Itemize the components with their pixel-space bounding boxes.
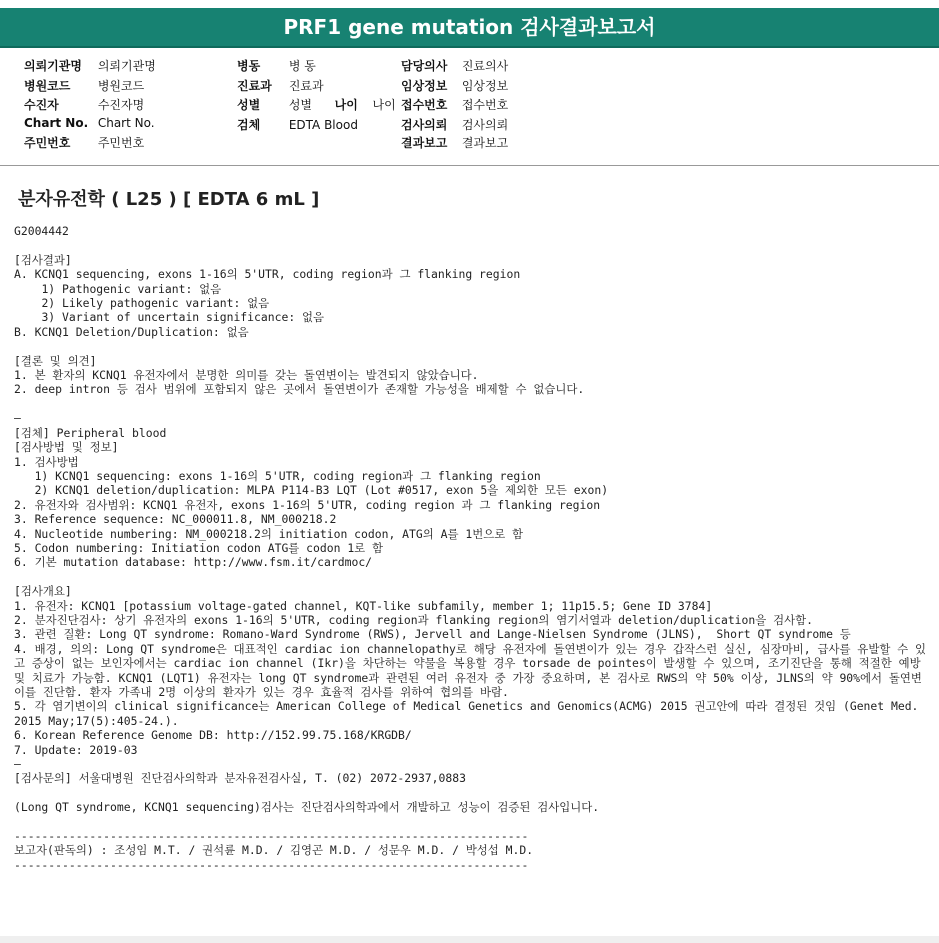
report-body-text: G2004442 [검사결과] A. KCNQ1 sequencing, exons 1-16의 5'UTR, coding region과 그 flanking region 1) Pathogenic variant: 없음 2) Likely pathogenic variant: 없음 3) Variant of uncertain significance: 없음 B. KCNQ1 Deletion/Duplication: 없음 [결론 및 의견] 1. 본 환자의 KCNQ1 유전자에서 분명한 의미를 갖는 돌연변이는 발견되지 않았습니다. 2. deep intron 등 검사 범위에 포함되지 않은 곳에서 돌연변이가 존재할 가능성을 배제할 수 없습니다. — [검체] Peripheral blood [검사방법 및 정보] 1. 검사방법 1) KCNQ1 sequencing: exons 1-16의 5'UTR, coding region과 그 flanking region 2) KCNQ1 deletion/duplication: MLPA P114-B3 LQT (Lot #0517, exon 5을 제외한 모든 exon) 2. 유전자와 검사범위: KCNQ1 유전자, exons 1-16의 5'UTR, coding region 과 그 flanking region 3. Reference sequence: NC_000011.8, NM_000218.2 4. Nucleotide numbering: NM_000218.2의 initiation codon, ATG의 A를 1번으로 함 5. Codon numbering: Initiation codon ATG를 codon 1로 함 6. 기본 mutation database: http://www.fsm.it/cardmoc/ [검사개요] 1. 유전자: KCNQ1 [potassium voltage-gated channel, KQT-like subfamily, member 1; 11p15.5; Gene ID 3784] 2. 분자진단검사: 상기 유전자의 exons 1-16의 5'UTR, coding region과 flanking region의 염기서열과 deletion/duplication을 검사함. 3. 관련 질환: Long QT syndrome: Romano-Ward Syndrome (RWS), Jervell and Lange-Nielsen Syndrome (JLNS), Short QT syndrome 등 4. 배경, 의의: Long QT syndrome은 대표적인 cardiac ion channelopathy로 해당 유전자에 돌연변이가 있는 경우 갑작스런 실신, 심장마비, 급사를 유발할 수 있고 증상이 없는 보인자에서는 cardiac ion channel (Ikr)을 차단하는 약물을 복용할 경우 torsade de pointes이 발생할 수 있으며, 조기진단을 통해 적절한 예방 및 치료가 가능함. KCNQ1 (LQT1) 유전자는 long QT syndrome과 관련된 여러 유전자 중 가장 중요하며, 본 검사로 RWS의 약 50% 이상, JLNS의 약 90%에서 돌연변이를 진단함. 환자 가족내 2명 이상의 환자가 있는 경우 효율적 검사를 위하여 협의를 바람. 5. 각 염기변이의 clinical significance는 American College of Medical Genetics and Genomics(ACMG) 2015 권고안에 따라 결정된 것임 (Genet Med. 2015 May;17(5):405-24.). 6. Korean Reference Genome DB: http://152.99.75.168/KRGDB/ 7. Update: 2019-03 — [검사문의] 서울대병원 진단검사의학과 분자유전검사실, T. (02) 2072-2937,0883 (Long QT syndrome, KCNQ1 sequencing)검사는 진단검사의학과에서 개발하고 성능이 검증된 검사입니다. --------------------------------------------------------------------------- 보고자(판독의) : 조성임 M.T. / 권석륜 M.D. / 김영곤 M.D. / 성문우 M.D. / 박성섭 M.D. --------------------------------------------------------------------------- bbox=[14, 224, 927, 872]
info-row-institution bbox=[24, 57, 156, 74]
info-label: Chart No. bbox=[24, 116, 89, 130]
patient-info-header bbox=[0, 48, 939, 166]
info-label: 주민번호 bbox=[24, 136, 71, 150]
info-label: 결과보고 bbox=[401, 136, 448, 150]
info-label: 수진자 bbox=[24, 98, 59, 112]
info-value: 진료의사 bbox=[461, 59, 509, 73]
info-label: 병원코드 bbox=[24, 79, 71, 93]
info-row-hospital-code bbox=[24, 77, 144, 94]
info-value: 검사의뢰 bbox=[461, 118, 509, 132]
info-row-result-report bbox=[401, 134, 508, 151]
info-label: 의뢰기관명 bbox=[24, 59, 82, 73]
info-row-test-request bbox=[401, 116, 508, 133]
info-value: 병 동 bbox=[288, 59, 316, 73]
info-label: 병동 bbox=[237, 59, 261, 73]
info-row-resident-no bbox=[24, 134, 144, 151]
info-value: EDTA Blood bbox=[288, 118, 358, 132]
info-label: 임상정보 bbox=[401, 79, 448, 93]
info-label-age: 나이 bbox=[334, 98, 358, 112]
info-label: 접수번호 bbox=[401, 98, 448, 112]
info-value: 진료과 bbox=[288, 79, 324, 93]
info-value-age: 나이 bbox=[372, 98, 396, 112]
report-title: PRF1 gene mutation 검사결과보고서 bbox=[0, 8, 939, 48]
info-label: 검사의뢰 bbox=[401, 118, 448, 132]
info-value: 주민번호 bbox=[97, 136, 145, 150]
info-row-chart-no bbox=[24, 116, 155, 130]
info-label: 검체 bbox=[237, 118, 261, 132]
info-row-clinical-info bbox=[401, 77, 508, 94]
info-label: 성별 bbox=[237, 98, 261, 112]
info-row-patient bbox=[24, 96, 144, 113]
info-value: 병원코드 bbox=[97, 79, 145, 93]
info-row-specimen bbox=[237, 116, 358, 133]
info-row-ward bbox=[237, 57, 316, 74]
info-label: 진료과 bbox=[237, 79, 272, 93]
info-value: 결과보고 bbox=[461, 136, 509, 150]
info-value: 접수번호 bbox=[461, 98, 509, 112]
info-value: 수진자명 bbox=[97, 98, 145, 112]
info-value: 의뢰기관명 bbox=[97, 59, 156, 73]
info-row-sex-age bbox=[237, 96, 396, 113]
info-row-doctor bbox=[401, 57, 508, 74]
info-row-department bbox=[237, 77, 324, 94]
info-value: 임상정보 bbox=[461, 79, 509, 93]
info-row-accession bbox=[401, 96, 508, 113]
info-value: 성별 bbox=[288, 98, 313, 112]
info-value: Chart No. bbox=[97, 116, 155, 130]
info-label: 담당의사 bbox=[401, 59, 448, 73]
section-title: 분자유전학 ( L25 ) [ EDTA 6 mL ] bbox=[18, 189, 320, 210]
